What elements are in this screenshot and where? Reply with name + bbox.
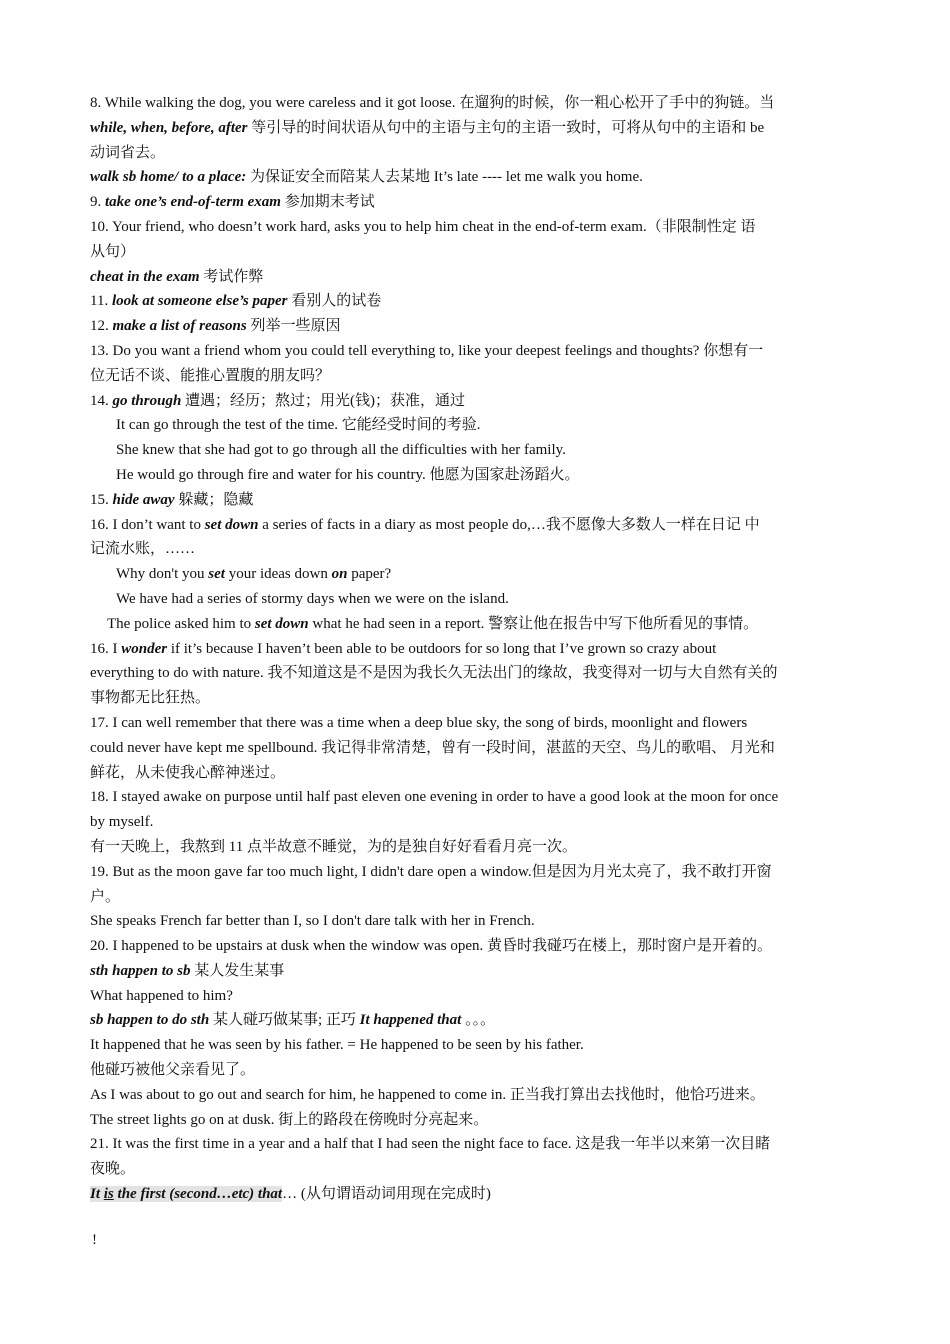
item-17-l2: could never have kept me spellbound. 我记得非常清楚，曾有一段时间，湛蓝的天空、鸟儿的歌唱、 月光和 <box>90 739 775 756</box>
keyword: look at someone else’s paper <box>111 293 288 310</box>
item-21-l2: 夜晚。 <box>90 1161 136 1178</box>
item-13: 13. Do you want a friend whom you could tell everything to, like your deepest feelings and thoughts? 你想有一 <box>90 342 764 359</box>
item-16b-l2: everything to do with nature. 我不知道这是不是因为我长久无法出门的缘故，我变得对一切与大自然有关的 <box>90 665 778 682</box>
item-16-end: 记流水账，…… <box>90 541 196 558</box>
keyword: set down <box>254 615 309 632</box>
keyword: sth happen to sb <box>90 962 191 979</box>
example-sentence: We have had a series of stormy days when we were on the island. <box>116 590 509 607</box>
text: if it’s because I haven’t been able to be outdoors for so long that I’ve grown so crazy about <box>167 640 717 657</box>
text: 列举一些原因 <box>246 318 341 335</box>
item-10: 10. Your friend, who doesn’t work hard, asks you to help him cheat in the end-of-term exam.（非限制性定 语 <box>90 218 756 235</box>
text: … (从句谓语动词用现在完成时) <box>282 1186 491 1203</box>
keyword: It <box>90 1186 104 1203</box>
keyword: It happened that <box>359 1012 462 1029</box>
example-sentence: The street lights go on at dusk. 街上的路段在傍晚时分亮起来。 <box>90 1111 489 1128</box>
item-17-l1: 17. I can well remember that there was a time when a deep blue sky, the song of birds, moonlight and flowers <box>90 714 748 731</box>
example-sentence <box>90 562 860 587</box>
item-number: 12. <box>90 318 113 335</box>
example-sentence <box>90 612 860 637</box>
item-12 <box>90 314 860 339</box>
item-15 <box>90 488 860 513</box>
text: 为保证安全而陪某人去某地 It’s late ---- let me walk you home. <box>246 169 643 186</box>
keyword: on <box>331 566 348 583</box>
walk-phrase <box>90 165 860 190</box>
text: paper? <box>347 566 392 583</box>
example-sentence: He would go through fire and water for his country. 他愿为国家赴汤蹈火。 <box>116 466 580 483</box>
text: 16. I <box>90 640 122 657</box>
keyword: walk sb home/ to a place: <box>90 169 247 186</box>
item-10-end: 从句） <box>90 243 136 260</box>
item-16b-l3: 事物都无比狂热。 <box>90 690 211 707</box>
item-18-l2: by myself. <box>90 814 154 831</box>
text: 等引导的时间状语从句中的主语与主句的主语一致时，可将从句中的主语和 be <box>247 119 765 136</box>
text: 考试作弊 <box>199 268 264 285</box>
item-14 <box>90 389 860 414</box>
text: 参加期末考试 <box>280 194 375 211</box>
keyword: wonder <box>121 640 168 657</box>
happen-phrase-2 <box>90 1008 860 1033</box>
item-20-l1: 20. I happened to be upstairs at dusk when the window was open. 黄昏时我碰巧在楼上，那时窗户是开着的。 <box>90 938 773 955</box>
text: a series of facts in a diary as most people do,…我不愿像大多数人一样在日记 中 <box>258 516 760 533</box>
keyword: set down <box>204 516 259 533</box>
item-17-l3: 鲜花，从未使我心醉神迷过。 <box>90 764 286 781</box>
text: 某人发生某事 <box>190 962 285 979</box>
item-19-l3: She speaks French far better than I, so I don't dare talk with her in French. <box>90 913 535 930</box>
text: 16. I don’t want to <box>90 516 205 533</box>
item-number: 15. <box>90 491 113 508</box>
text: The police asked him to <box>107 615 255 632</box>
document-body <box>90 91 860 1207</box>
text: 。。。 <box>461 1012 496 1029</box>
keyword: make a list of reasons <box>112 318 247 335</box>
text: Why don't you <box>116 566 209 583</box>
text: 遭遇；经历；熬过；用光(钱)；获准，通过 <box>181 392 466 409</box>
text: your ideas down <box>224 566 332 583</box>
item-16b <box>90 637 860 662</box>
item-9 <box>90 190 860 215</box>
item-number: 9. <box>90 194 105 211</box>
item-8-end: 动词省去。 <box>90 144 166 161</box>
happen-phrase <box>90 959 860 984</box>
item-8-cont <box>90 116 860 141</box>
text: 躲藏；隐藏 <box>174 491 254 508</box>
keyword: set <box>208 566 225 583</box>
keyword: while, when, before, after <box>90 119 248 136</box>
item-18-l1: 18. I stayed awake on purpose until half past eleven one evening in order to have a good look at the moon for once <box>90 789 779 806</box>
text: 某人碰巧做某事; 正巧 <box>209 1012 360 1029</box>
text: what he had seen in a report. 警察让他在报告中写下他所看见的事情。 <box>308 615 759 632</box>
example-sentence: She knew that she had got to go through all the difficulties with her family. <box>116 442 566 459</box>
example-sentence: What happened to him? <box>90 987 233 1004</box>
item-11 <box>90 289 860 314</box>
item-8-text: 8. While walking the dog, you were careless and it got loose. 在遛狗的时候，你一粗心松开了手中的狗链。当 <box>90 95 775 111</box>
keyword: go through <box>112 392 182 409</box>
cheat-phrase <box>90 265 860 290</box>
item-number: 14. <box>90 392 113 409</box>
item-18-l3: 有一天晚上，我熬到 11 点半故意不睡觉，为的是独自好好看看月亮一次。 <box>90 838 577 855</box>
example-sentence: It happened that he was seen by his father. = He happened to be seen by his father. <box>90 1037 584 1054</box>
keyword: the first (second…etc) that <box>113 1186 283 1203</box>
item-16 <box>90 513 860 538</box>
item-13-end: 位无话不谈、能推心置腹的朋友吗？ <box>90 367 331 384</box>
keyword: take one’s end-of-term exam <box>105 194 281 211</box>
item-21-l1: 21. It was the first time in a year and a half that I had seen the night face to face. 这是我一年半以来第一次目睹 <box>90 1136 771 1153</box>
item-8-line <box>90 91 860 116</box>
item-19-l1: 19. But as the moon gave far too much light, I didn't dare open a window.但是因为月光太亮了，我不敢打开窗 <box>90 863 772 880</box>
keyword-underlined: is <box>103 1186 114 1203</box>
item-19-l2: 户。 <box>90 888 121 905</box>
example-sentence: 他碰巧被他父亲看见了。 <box>90 1062 256 1079</box>
example-sentence: It can go through the test of the time. 它能经受时间的考验. <box>116 417 481 434</box>
keyword: cheat in the exam <box>90 268 200 285</box>
stray-mark: ! <box>92 1232 97 1248</box>
item-number: 11. <box>90 293 112 310</box>
keyword: sb happen to do sth <box>90 1012 210 1029</box>
highlighted-pattern <box>90 1186 282 1202</box>
text: 看别人的试卷 <box>287 293 382 310</box>
keyword: hide away <box>112 491 175 508</box>
item-21-pattern <box>90 1182 860 1207</box>
example-sentence: As I was about to go out and search for him, he happened to come in. 正当我打算出去找他时，他恰巧进来。 <box>90 1086 765 1103</box>
